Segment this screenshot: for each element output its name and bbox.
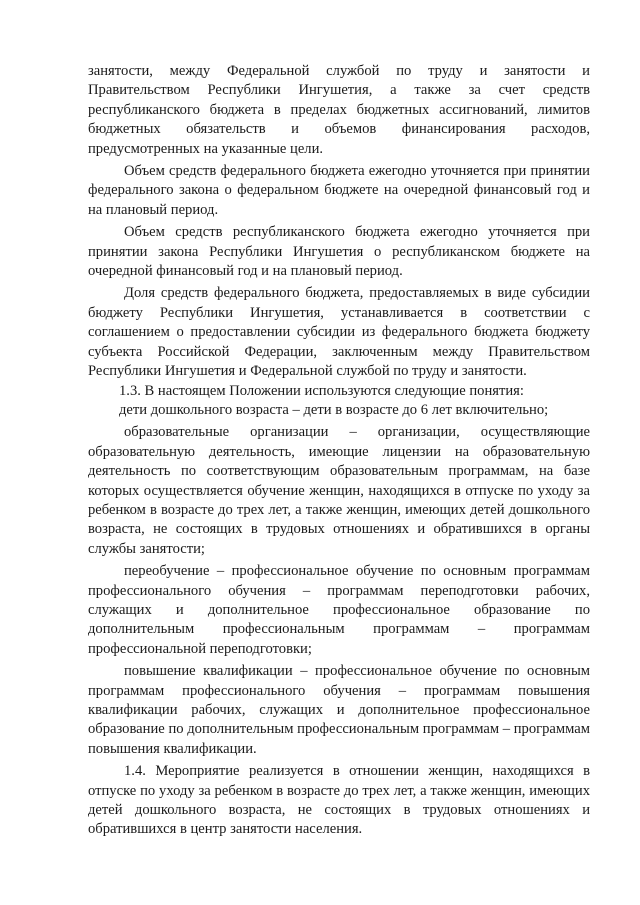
paragraph-funding-sources: занятости, между Федеральной службой по труду и занятости и Правительством Республики Ингушетия, а также за счет средств республиканского бюджета в пределах бюджетных ассигнований, лимитов бюджетных обязательств и объемов финансирования расходов, предусмотренных на указанные цели. — [88, 63, 590, 157]
paragraph-republic-budget-volume: Объем средств республиканского бюджета ежегодно уточняется при принятии закона Республики Ингушетия о республиканском бюджете на очередной финансовый год и на плановый период. — [88, 224, 590, 280]
paragraph-subsidy-share: Доля средств федерального бюджета, предоставляемых в виде субсидии бюджету Республики Ингушетия, устанавливается в соответствии с соглашением о предоставлении субсидии из федерального бюджета бюджету субъекта Российской Федерации, заключенным между Правительством Республики Ингушетия и Федеральной службой по труду и занятости. — [88, 285, 590, 380]
document-page — [88, 62, 590, 840]
paragraph-federal-budget-volume: Объем средств федерального бюджета ежегодно уточняется при принятии федерального закона о федеральном бюджете на очередной финансовый год и на плановый период. — [88, 163, 590, 218]
paragraph-definition-retraining: переобучение – профессиональное обучение по основным программам профессионального обучения – программам переподготовки рабочих, служащих и дополнительное профессиональное образование по дополнительным профессиональным программам – программам профессиональной переподготовки; — [88, 563, 590, 657]
paragraph-definition-qualification-upgrade: повышение квалификации – профессиональное обучение по основным программам профессионального обучения – программам повышения квалификации рабочих, служащих и дополнительное профессиональное образование по дополнительным профессиональным программам – программам повышения квалификации. — [88, 663, 590, 757]
paragraph-definition-educational-organizations: образовательные организации – организации, осуществляющие образовательную деятельность, имеющие лицензии на образовательную деятельность по соответствующим образовательным программам, на базе которых осуществляется обучение женщин, находящихся в отпуске по уходу за ребенком в возрасте до трех лет, а также женщин, имеющих детей дошкольного возраста, не состоящих в трудовых отношениях и обратившихся в органы службы занятости; — [88, 424, 590, 557]
paragraph-section-1-3: 1.3. В настоящем Положении используются следующие понятия: — [119, 382, 524, 399]
paragraph-definition-preschool-children: дети дошкольного возраста – дети в возрасте до 6 лет включительно; — [119, 401, 549, 418]
paragraph-section-1-4: 1.4. Мероприятие реализуется в отношении женщин, находящихся в отпуске по уходу за ребенком в возрасте до трех лет, а также женщин, имеющих детей дошкольного возраста, не состоящих в трудовых отношениях и обратившихся в центр занятости населения. — [88, 763, 590, 838]
